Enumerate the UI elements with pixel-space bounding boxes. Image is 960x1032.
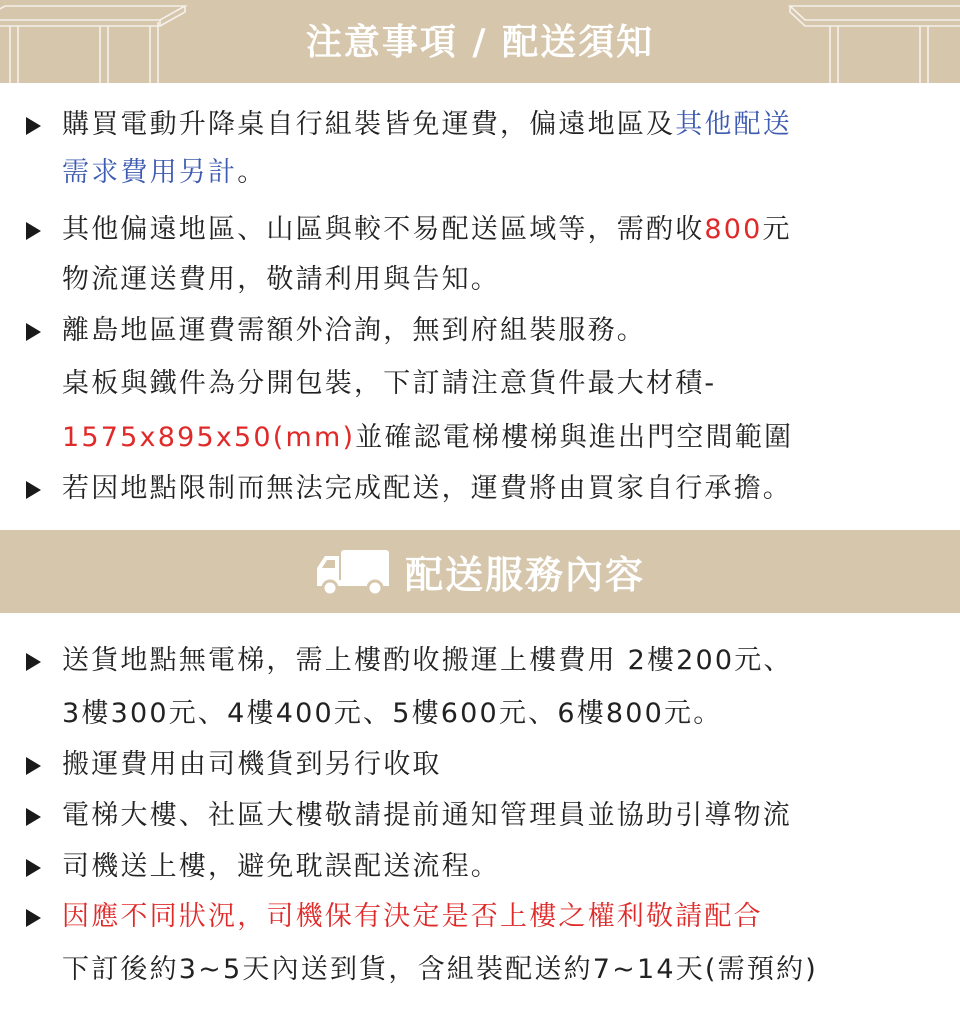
bullet-icon [26, 808, 41, 826]
service-4-line-1: 司機送上樓，避免耽誤配送流程。 [62, 851, 500, 882]
delivery-time-note: 下訂後約3~5天內送到貨，含組裝配送約7~14天(需預約) [62, 954, 819, 985]
service-3-line-1: 電梯大樓、社區大樓敬請提前通知管理員並協助引導物流 [62, 800, 792, 831]
bullet-icon [26, 859, 41, 877]
delivery-header-banner [0, 530, 960, 613]
service-1-line-1: 送貨地點無電梯，需上樓酌收搬運上樓費用 2樓200元、 [62, 645, 793, 676]
notice-2-line-2: 物流運送費用，敬請利用與告知。 [62, 264, 500, 295]
notice-1-line-1: 購買電動升降桌自行組裝皆免運費，偏遠地區及其他配送 [62, 109, 793, 140]
truck-icon [315, 548, 391, 596]
notice-1-line-2: 需求費用另計。 [62, 157, 267, 188]
notice-2-line-1: 其他偏遠地區、山區與較不易配送區域等，需酌收800元 [62, 214, 792, 245]
bullet-icon [26, 117, 41, 135]
notice-header-title: 注意事項 / 配送須知 [305, 22, 655, 63]
notice-3-line-3: 1575x895x50(mm)並確認電梯樓梯與進出門空間範圍 [62, 422, 794, 453]
bullet-icon [26, 653, 41, 671]
bullet-icon [26, 323, 41, 341]
bullet-icon [26, 481, 41, 499]
notice-4-line-1: 若因地點限制而無法完成配送，運費將由買家自行承擔。 [62, 473, 792, 504]
bullet-icon [26, 222, 41, 240]
bullet-icon [26, 909, 41, 927]
service-5-line-1: 因應不同狀況，司機保有決定是否上樓之權利敬請配合 [62, 901, 763, 932]
service-1-line-2: 3樓300元、4樓400元、5樓600元、6樓800元。 [62, 698, 723, 729]
notice-list [0, 83, 960, 530]
delivery-header-title: 配送服務內容 [404, 553, 645, 597]
bullet-icon [26, 757, 41, 775]
notice-3-line-2: 桌板與鐵件為分開包裝，下訂請注意貨件最大材積- [62, 368, 717, 399]
notice-header-banner [0, 0, 960, 83]
notice-3-line-1: 離島地區運費需額外洽詢，無到府組裝服務。 [62, 315, 646, 346]
service-2-line-1: 搬運費用由司機貨到另行收取 [62, 749, 442, 780]
service-list [0, 613, 960, 1032]
